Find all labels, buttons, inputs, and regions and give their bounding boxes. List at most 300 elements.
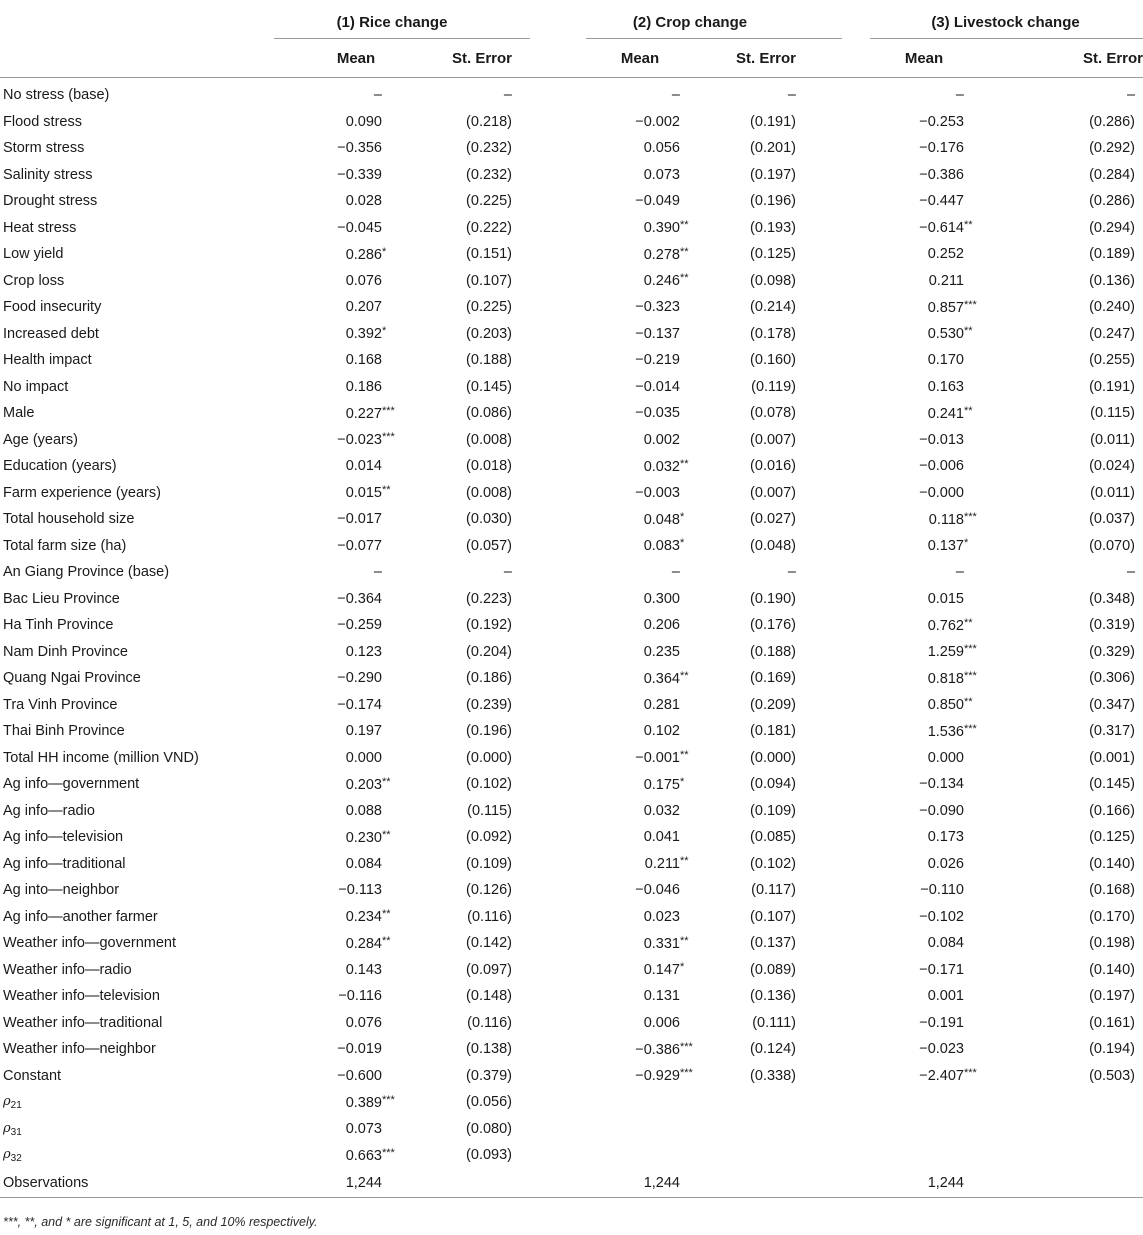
significance-stars: * [680,510,685,523]
significance-stars: ** [382,484,391,497]
table-row [0,215,1143,242]
mean-cell: 0.530** [868,321,980,348]
mean-cell: −0.356 [337,140,382,157]
significance-stars: ** [680,934,689,947]
mean-cell: −0.339 [337,166,382,183]
table-row [0,639,1143,666]
std-error-cell: (0.008) [466,431,512,448]
col-header-se: St. Error [412,39,512,78]
col-header-se: St. Error [696,39,796,78]
mean-cell: 0.246** [584,268,696,295]
std-error-cell: (0.209) [750,696,796,713]
row-label: Farm experience (years) [3,484,161,501]
std-error-cell: (0.306) [1089,670,1136,687]
mean-cell: 0.207 [345,299,382,316]
row-label: Nam Dinh Province [3,643,128,660]
significance-stars: ** [382,828,391,841]
table-row [0,718,1143,745]
mean-cell: 0.015 [927,590,964,607]
row-label: $\rho_{31}$ [3,1120,22,1138]
mean-cell: – [373,87,382,104]
row-label: Ag info—television [3,829,124,846]
significance-stars: * [382,325,387,338]
std-error-cell: (0.078) [750,405,796,422]
std-error-cell: (0.024) [1089,458,1136,475]
mean-cell: 0.041 [643,829,680,846]
std-error-cell: (0.116) [467,1014,512,1031]
std-error-cell: (0.145) [1089,776,1136,793]
mean-cell [584,1116,696,1143]
table-row [0,506,1143,533]
table-row [0,665,1143,692]
significance-stars: *** [964,298,977,311]
table-row [0,824,1143,851]
std-error-cell: (0.181) [750,723,796,740]
std-error-cell [696,1142,796,1169]
mean-cell: −0.116 [338,988,382,1005]
std-error-cell: (0.191) [1089,378,1136,395]
mean-cell: 0.392* [272,321,412,348]
mean-cell: 0.331** [584,930,696,957]
std-error-cell: (0.092) [466,829,512,846]
table-row [0,453,1143,480]
mean-cell: −0.290 [337,670,382,687]
std-error-cell: (0.109) [750,802,796,819]
std-error-cell [980,1169,1143,1198]
std-error-cell: (0.379) [466,1067,512,1084]
std-error-cell: (0.107) [750,908,796,925]
mean-cell: 0.663*** [272,1142,412,1169]
mean-cell: 0.203** [272,771,412,798]
table-row [0,1116,1143,1143]
significance-stars: *** [964,722,977,735]
std-error-cell: (0.056) [466,1094,512,1111]
std-error-cell: (0.222) [466,219,512,236]
std-error-cell: (0.192) [466,617,512,634]
row-label: Total household size [3,511,135,528]
std-error-cell: – [503,87,512,104]
row-label: Ha Tinh Province [3,617,114,634]
significance-stars: * [680,961,685,974]
table-row [0,427,1143,454]
std-error-cell: (0.030) [466,511,512,528]
std-error-cell: (0.240) [1089,299,1136,316]
std-error-cell: (0.196) [750,193,796,210]
std-error-cell: (0.255) [1089,352,1136,369]
row-label: An Giang Province (base) [3,564,170,581]
std-error-cell: (0.239) [466,696,512,713]
std-error-cell: (0.201) [750,140,796,157]
group-header-row [0,7,1143,38]
std-error-cell: (0.170) [1089,908,1136,925]
mean-cell: −0.386*** [584,1036,696,1063]
row-label: Observations [0,1169,272,1198]
table-row [0,109,1143,136]
std-error-cell [696,1116,796,1143]
mean-cell: 0.234** [272,904,412,931]
std-error-cell: (0.223) [466,590,512,607]
mean-cell: 0.073 [345,1120,382,1137]
row-label: Ag info—traditional [3,855,126,872]
std-error-cell [980,1089,1143,1116]
std-error-cell: (0.011) [1090,431,1136,448]
mean-cell: 0.000 [927,749,964,766]
std-error-cell: (0.097) [466,961,512,978]
row-label: Education (years) [3,458,117,475]
mean-cell: −0.006 [919,458,964,475]
mean-cell: −0.614** [868,215,980,242]
std-error-cell: (0.186) [466,670,512,687]
std-error-cell: (0.085) [750,829,796,846]
std-error-cell: (0.348) [1089,590,1136,607]
row-label: Salinity stress [3,166,93,183]
std-error-cell: – [1126,564,1136,581]
std-error-cell: (0.151) [466,246,512,263]
std-error-cell: (0.225) [466,193,512,210]
mean-cell: 1,244 [584,1169,696,1198]
std-error-cell: (0.232) [466,166,512,183]
significance-stars: ** [964,696,973,709]
mean-cell: −0.017 [337,511,382,528]
std-error-cell: (0.136) [1089,272,1136,289]
row-label: Weather info—neighbor [3,1041,156,1058]
std-error-cell: (0.037) [1089,511,1136,528]
significance-stars: *** [964,510,977,523]
mean-cell: 0.076 [345,1014,382,1031]
significance-stars: ** [680,272,689,285]
std-error-cell: – [1126,87,1136,104]
mean-cell: 0.032** [584,453,696,480]
mean-cell: 0.175* [584,771,696,798]
std-error-cell: (0.178) [750,325,796,342]
table-row [0,268,1143,295]
table-row [0,745,1143,772]
std-error-cell: (0.145) [466,378,512,395]
mean-cell [868,1116,980,1143]
mean-cell: 0.227*** [272,400,412,427]
significance-stars: ** [964,219,973,232]
significance-stars: ** [680,245,689,258]
std-error-cell: (0.000) [466,749,512,766]
std-error-cell: (0.188) [466,352,512,369]
mean-cell: 0.163 [927,378,964,395]
row-label: Weather info—television [3,988,160,1005]
mean-cell: 0.131 [643,988,680,1005]
std-error-cell: (0.001) [1089,749,1136,766]
row-label: Ag info—radio [3,802,95,819]
significance-stars: *** [680,1040,693,1053]
significance-stars: *** [964,643,977,656]
row-label: Ag info—another farmer [3,908,158,925]
std-error-cell: (0.142) [466,935,512,952]
mean-cell: 0.252 [927,246,964,263]
mean-cell: 0.211** [584,851,696,878]
significance-stars: *** [382,1093,395,1106]
std-error-cell: (0.191) [750,113,796,130]
mean-cell: −0.386 [919,166,964,183]
std-error-cell: (0.140) [1089,961,1136,978]
row-label: Flood stress [3,113,82,130]
table-row [0,400,1143,427]
mean-cell: −0.176 [919,140,964,157]
mean-cell: −0.102 [919,908,964,925]
mean-cell: −0.000 [919,484,964,501]
table-row [0,321,1143,348]
std-error-cell: (0.109) [466,855,512,872]
mean-cell: 0.818*** [868,665,980,692]
std-error-cell: (0.198) [1089,935,1136,952]
col-header-mean: Mean [272,39,412,78]
mean-cell: 0.073 [643,166,680,183]
std-error-cell: (0.117) [751,882,796,899]
table-row [0,851,1143,878]
std-error-cell: (0.080) [466,1120,512,1137]
table-row [0,1142,1143,1169]
mean-cell: 0.286* [272,241,412,268]
mean-cell: −0.110 [920,882,964,899]
table-row [0,904,1143,931]
mean-cell: 0.206 [643,617,680,634]
significance-stars: * [680,775,685,788]
mean-cell [868,1089,980,1116]
significance-stars: *** [680,1067,693,1080]
mean-cell: 0.284** [272,930,412,957]
mean-cell: 0.300 [643,590,680,607]
mean-cell: 1,244 [272,1169,412,1198]
mean-cell: 0.241** [868,400,980,427]
std-error-cell: (0.136) [750,988,796,1005]
mean-cell: 0.084 [345,855,382,872]
mean-cell: −0.600 [337,1067,382,1084]
mean-cell: −0.364 [337,590,382,607]
mean-cell: −0.023 [919,1041,964,1058]
mean-cell: 0.083* [584,533,696,560]
row-label: Thai Binh Province [3,723,125,740]
mean-cell: – [373,564,382,581]
std-error-cell: (0.292) [1089,140,1136,157]
mean-cell: −0.035 [635,405,680,422]
mean-cell: −0.134 [919,776,964,793]
mean-cell: 0.048* [584,506,696,533]
subheader-row [0,39,1143,78]
row-label: Weather info—traditional [3,1014,163,1031]
std-error-cell: (0.094) [750,776,796,793]
mean-cell: −0.002 [635,113,680,130]
col-header-se: St. Error [980,39,1143,78]
std-error-cell: (0.218) [466,113,512,130]
mean-cell: 0.235 [643,643,680,660]
std-error-cell: (0.089) [750,961,796,978]
significance-stars: * [382,245,387,258]
table-row [0,1089,1143,1116]
std-error-cell: (0.168) [1089,882,1136,899]
std-error-cell: (0.137) [750,935,796,952]
significance-stars: *** [964,1067,977,1080]
mean-cell: −0.014 [635,378,680,395]
significance-stars: ** [382,934,391,947]
mean-cell: −0.929*** [584,1063,696,1090]
std-error-cell: (0.124) [750,1041,796,1058]
std-error-cell: (0.125) [1089,829,1136,846]
mean-cell [584,1089,696,1116]
significance-stars: ** [680,219,689,232]
std-error-cell: (0.196) [466,723,512,740]
mean-cell: 0.118*** [868,506,980,533]
std-error-cell: (0.048) [750,537,796,554]
table-row [0,983,1143,1010]
mean-cell: 0.076 [345,272,382,289]
std-error-cell: (0.119) [751,378,796,395]
std-error-cell: (0.086) [466,405,512,422]
mean-cell: −0.019 [337,1041,382,1058]
significance-stars: ** [680,855,689,868]
group-header-crop: (2) Crop change [632,14,748,31]
significance-stars: *** [382,431,395,444]
mean-cell: 0.143 [345,961,382,978]
std-error-cell: (0.193) [750,219,796,236]
std-error-cell: (0.204) [466,643,512,660]
table-row [0,188,1143,215]
table-row [0,930,1143,957]
mean-cell: −0.045 [337,219,382,236]
mean-cell: −0.001** [584,745,696,772]
mean-cell: 0.084 [927,935,964,952]
std-error-cell: (0.138) [466,1041,512,1058]
mean-cell: −0.023*** [272,427,412,454]
mean-cell: 0.028 [345,193,382,210]
std-error-cell: – [503,564,512,581]
mean-cell: 0.389*** [272,1089,412,1116]
mean-cell: 0.032 [643,802,680,819]
std-error-cell: (0.008) [466,484,512,501]
mean-cell: 0.281 [643,696,680,713]
mean-cell: 1.536*** [868,718,980,745]
row-label: Crop loss [3,272,65,289]
mean-cell: 0.015** [272,480,412,507]
std-error-cell: (0.016) [750,458,796,475]
table-row [0,480,1143,507]
mean-cell: 0.056 [643,140,680,157]
regression-table [0,7,1143,1198]
mean-cell: −0.171 [919,961,964,978]
table-row [0,798,1143,825]
table-row [0,294,1143,321]
std-error-cell: (0.176) [750,617,796,634]
std-error-cell: (0.115) [1090,405,1136,422]
row-label: Quang Ngai Province [3,670,141,687]
row-label: Storm stress [3,140,85,157]
std-error-cell: (0.166) [1089,802,1136,819]
row-label: Tra Vinh Province [3,696,118,713]
mean-cell: 0.857*** [868,294,980,321]
mean-cell: – [671,564,680,581]
group-header-livestock: (3) Livestock change [931,14,1080,31]
mean-cell: 0.211 [928,272,964,289]
std-error-cell [980,1142,1143,1169]
std-error-cell: (0.000) [750,749,796,766]
mean-cell: −0.259 [337,617,382,634]
row-label: Constant [3,1067,62,1084]
significance-stars: *** [382,404,395,417]
row-label: Age (years) [3,431,78,448]
mean-cell [584,1142,696,1169]
std-error-cell: (0.111) [752,1014,796,1031]
std-error-cell: (0.247) [1089,325,1136,342]
mean-cell: 0.014 [345,458,382,475]
mean-cell: −2.407*** [868,1063,980,1090]
std-error-cell: (0.338) [750,1067,796,1084]
std-error-cell: (0.126) [466,882,512,899]
std-error-cell: (0.197) [750,166,796,183]
mean-cell: −0.323 [635,299,680,316]
mean-cell [868,1142,980,1169]
significance-stars: ** [964,325,973,338]
mean-cell: −0.049 [635,193,680,210]
table-body [0,78,1143,1198]
mean-cell: 0.088 [345,802,382,819]
mean-cell: 1,244 [868,1169,980,1198]
mean-cell: 0.026 [927,855,964,872]
mean-cell: 0.006 [643,1014,680,1031]
std-error-cell [412,1169,512,1198]
table-row [0,135,1143,162]
table-row [0,559,1143,586]
table-row [0,1010,1143,1037]
std-error-cell: (0.011) [1090,484,1136,501]
std-error-cell: (0.329) [1089,643,1136,660]
col-header-mean: Mean [868,39,980,78]
row-label: Total farm size (ha) [3,537,127,554]
mean-cell: −0.219 [635,352,680,369]
mean-cell: 0.001 [927,988,964,1005]
mean-cell: 0.186 [345,378,382,395]
std-error-cell: (0.098) [750,272,796,289]
significance-note: ***, **, and * are significant at 1, 5, and 10% respectively. [3,1215,318,1229]
mean-cell: −0.013 [919,431,964,448]
std-error-cell: (0.286) [1089,113,1136,130]
std-error-cell: (0.057) [466,537,512,554]
std-error-cell: (0.070) [1089,537,1136,554]
std-error-cell: (0.194) [1089,1041,1136,1058]
row-label: Low yield [3,246,64,263]
std-error-cell: (0.188) [750,643,796,660]
table-row [0,612,1143,639]
std-error-cell: (0.286) [1089,193,1136,210]
std-error-cell: (0.102) [750,855,796,872]
std-error-cell: (0.225) [466,299,512,316]
table-row [0,877,1143,904]
mean-cell: 0.023 [643,908,680,925]
mean-cell: −0.090 [919,802,964,819]
mean-cell: 0.123 [345,643,382,660]
mean-cell: −0.077 [337,537,382,554]
mean-cell: −0.191 [919,1014,964,1031]
std-error-cell: (0.294) [1089,219,1136,236]
mean-cell: −0.447 [919,193,964,210]
mean-cell: 0.762** [868,612,980,639]
std-error-cell: (0.018) [466,458,512,475]
row-label: Health impact [3,352,92,369]
std-error-cell: (0.107) [466,272,512,289]
mean-cell: – [955,87,964,104]
mean-cell: 0.850** [868,692,980,719]
row-label: $\rho_{21}$ [3,1094,22,1112]
mean-cell: 0.278** [584,241,696,268]
mean-cell: 0.390** [584,215,696,242]
std-error-cell: (0.189) [1089,246,1136,263]
std-error-cell: (0.190) [750,590,796,607]
std-error-cell [696,1169,796,1198]
